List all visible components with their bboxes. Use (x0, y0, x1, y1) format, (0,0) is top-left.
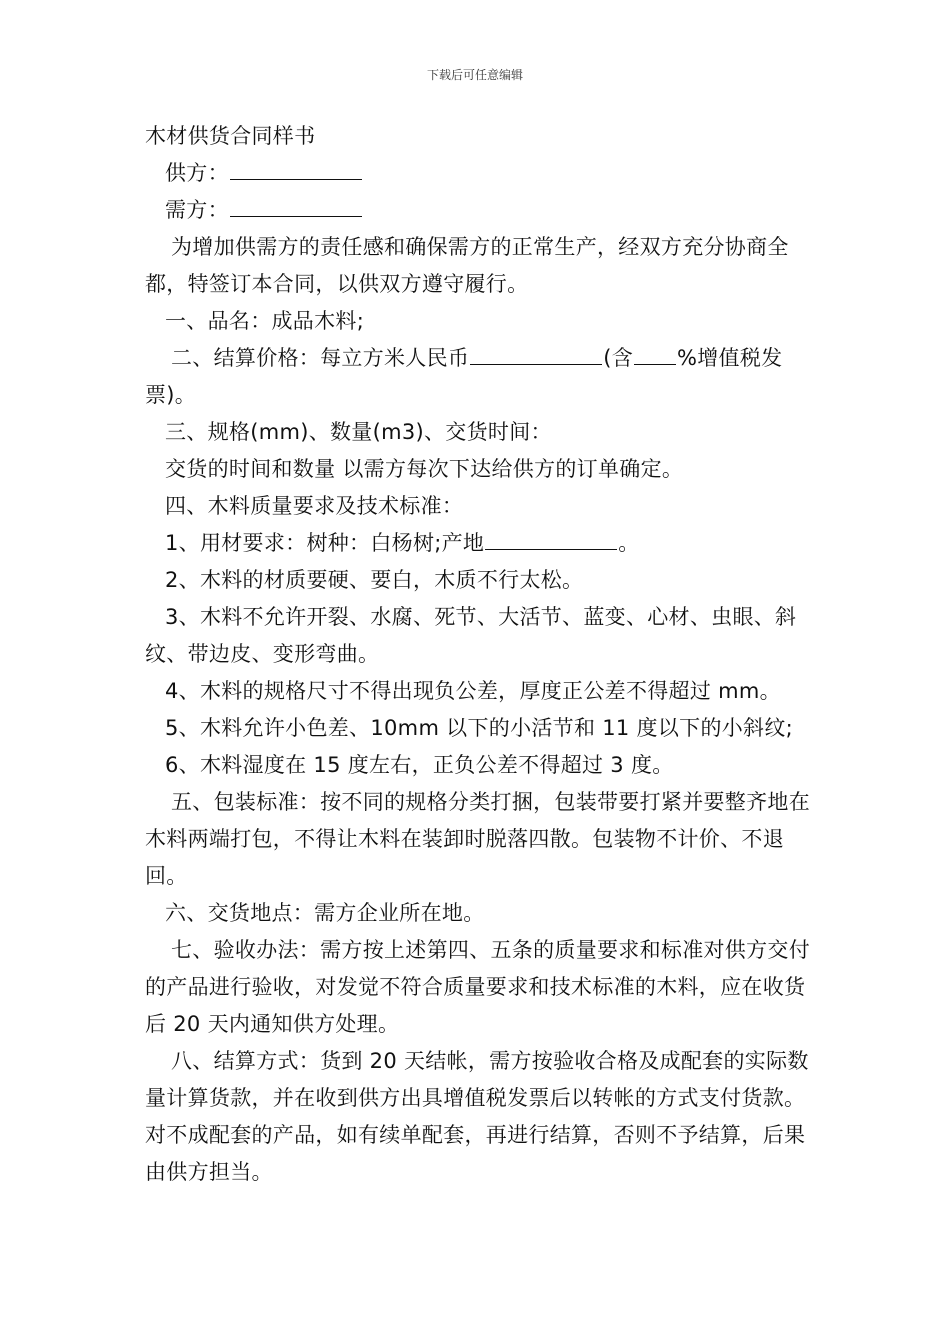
section-5-packaging: 五、包装标准：按不同的规格分类打捆，包装带要打紧并要整齐地在木料两端打包，不得让木料在装卸时脱落四散。包装物不计价、不退回。 (145, 790, 810, 888)
item-4-3: 3、木料不允许开裂、水腐、死节、大活节、蓝变、心材、虫眼、斜纹、带边皮、变形弯曲。 (145, 605, 797, 666)
section-3-spec: 三、规格(mm)、数量(m3)、交货时间： (165, 420, 552, 444)
tax-rate-blank (634, 343, 676, 365)
item-4-1-prefix: 1、用材要求：树种：白杨树;产地 (165, 531, 485, 555)
document-title: 木材供货合同样书 (145, 124, 316, 148)
item-4-1-suffix: 。 (618, 531, 640, 555)
origin-blank (485, 528, 617, 550)
supplier-line (145, 155, 825, 192)
section-3-detail: 交货的时间和数量 以需方每次下达给供方的订单确定。 (165, 457, 684, 481)
section-4-quality: 四、木料质量要求及技术标准： (165, 494, 464, 518)
section-8-settlement: 八、结算方式：货到 20 天结帐，需方按验收合格及成配套的实际数量计算货款，并在收到供方出具增值税发票后以转帐的方式支付货款。对不成配套的产品，如有续单配套，再进行结算，否则不予结算，后果由供方担当。 (145, 1049, 809, 1184)
section-2-price (145, 340, 825, 414)
supplier-blank (230, 158, 362, 180)
item-4-1-material (145, 525, 825, 562)
item-4-4: 4、木料的规格尺寸不得出现负公差，厚度正公差不得超过 mm。 (165, 679, 781, 703)
price-blank (470, 343, 602, 365)
supplier-label: 供方： (165, 161, 229, 185)
intro-paragraph: 为增加供需方的责任感和确保需方的正常生产，经双方充分协商全都，特签订本合同，以供双方遵守履行。 (145, 235, 789, 296)
page-header-note: 下载后可任意编辑 (426, 68, 523, 82)
section-1-product-name: 一、品名：成品木料; (165, 309, 365, 333)
buyer-line (145, 192, 825, 229)
section-2-prefix: 二、结算价格：每立方米人民币 (171, 346, 470, 370)
buyer-blank (230, 195, 362, 217)
section-2-mid: (含 (603, 346, 633, 370)
item-4-2: 2、木料的材质要硬、要白，木质不行太松。 (165, 568, 584, 592)
item-4-5: 5、木料允许小色差、10mm 以下的小活节和 11 度以下的小斜纹; (165, 716, 794, 740)
section-6-delivery-place: 六、交货地点：需方企业所在地。 (165, 901, 485, 925)
section-2-suffix: %增值税发票)。 (145, 346, 783, 407)
item-4-6: 6、木料湿度在 15 度左右，正负公差不得超过 3 度。 (165, 753, 674, 777)
section-7-acceptance: 七、验收办法：需方按上述第四、五条的质量要求和标准对供方交付的产品进行验收，对发觉不符合质量要求和技术标准的木料，应在收货后 20 天内通知供方处理。 (145, 938, 810, 1036)
buyer-label: 需方： (165, 198, 229, 222)
contract-document (145, 118, 825, 1191)
